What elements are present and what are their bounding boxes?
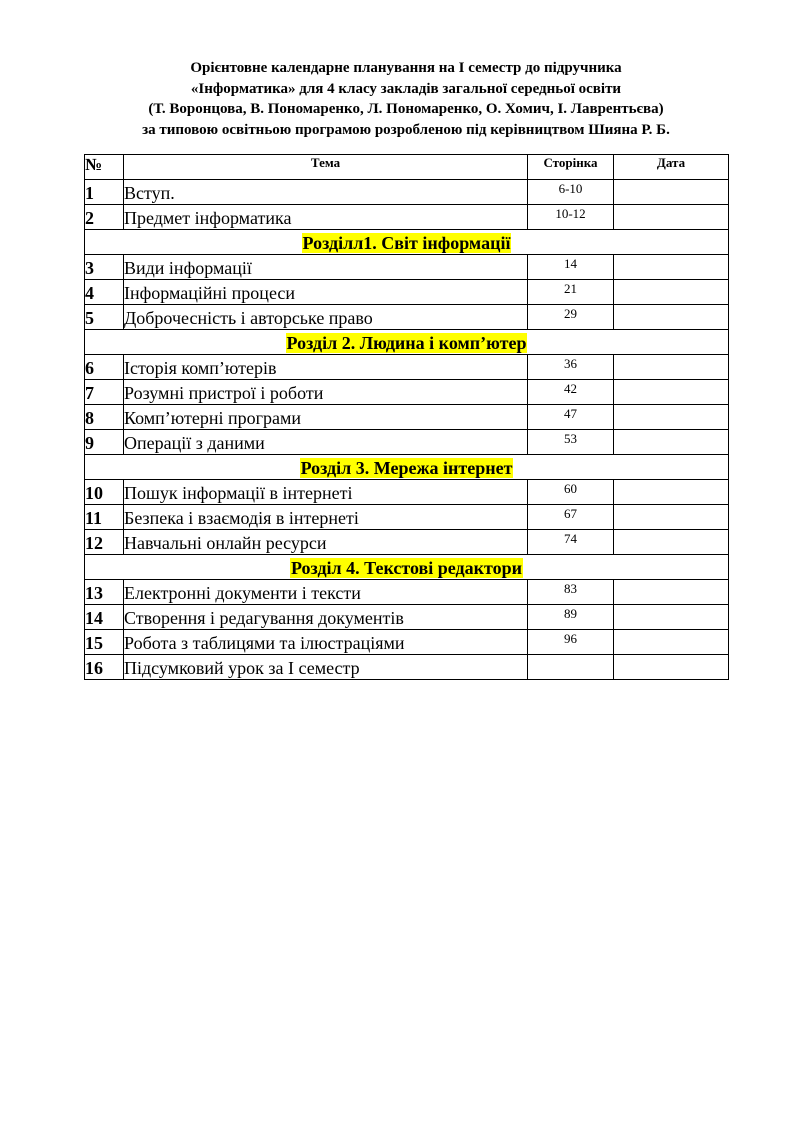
lesson-date	[614, 255, 729, 280]
lesson-page: 36	[528, 355, 614, 380]
lesson-page: 67	[528, 505, 614, 530]
lesson-date	[614, 430, 729, 455]
lesson-page: 10-12	[528, 205, 614, 230]
lesson-topic: Безпека і взаємодія в інтернеті	[124, 505, 528, 530]
lesson-row	[85, 630, 729, 655]
lesson-number: 5	[85, 305, 124, 330]
lesson-topic: Вступ.	[124, 180, 528, 205]
title-line-4: за типовою освітньою програмою розробленою під керівництвом Шияна Р. Б.	[142, 121, 670, 138]
lesson-row	[85, 255, 729, 280]
lesson-row	[85, 605, 729, 630]
lesson-row	[85, 205, 729, 230]
lesson-page: 42	[528, 380, 614, 405]
lesson-row	[85, 355, 729, 380]
lesson-topic: Робота з таблицями та ілюстраціями	[124, 630, 528, 655]
lesson-topic: Підсумковий урок за І семестр	[124, 655, 528, 680]
title-line-1: Орієнтовне календарне планування на І семестр до підручника	[190, 60, 622, 76]
lesson-page: 74	[528, 530, 614, 555]
lesson-page: 60	[528, 480, 614, 505]
lesson-date	[614, 655, 729, 680]
lesson-topic: Історія комп’ютерів	[124, 355, 528, 380]
lesson-date	[614, 530, 729, 555]
lesson-page: 53	[528, 430, 614, 455]
lesson-row	[85, 580, 729, 605]
lesson-page: 6-10	[528, 180, 614, 205]
lesson-row	[85, 180, 729, 205]
lesson-date	[614, 280, 729, 305]
section-row	[85, 330, 729, 355]
column-header-topic: Тема	[124, 155, 528, 180]
lesson-page: 83	[528, 580, 614, 605]
section-row	[85, 230, 729, 255]
lesson-topic: Доброчесність і авторське право	[124, 305, 528, 330]
lesson-date	[614, 505, 729, 530]
lesson-number: 16	[85, 655, 124, 680]
section-title: Розділ 4. Текстові редактори	[291, 558, 522, 578]
section-row	[85, 555, 729, 580]
lesson-number: 2	[85, 205, 124, 230]
lesson-topic: Створення і редагування документів	[124, 605, 528, 630]
section-title: Розділ 2. Людина і комп’ютер	[286, 333, 527, 353]
lesson-topic: Навчальні онлайн ресурси	[124, 530, 528, 555]
lesson-row	[85, 655, 729, 680]
lesson-number: 4	[85, 280, 124, 305]
lesson-page: 14	[528, 255, 614, 280]
section-row	[85, 455, 729, 480]
title-line-2: «Інформатика» для 4 класу закладів загальної середньої освіти	[190, 80, 622, 97]
lesson-number: 1	[85, 180, 124, 205]
lesson-date	[614, 580, 729, 605]
lesson-number: 15	[85, 630, 124, 655]
column-header-date: Дата	[614, 155, 729, 180]
lesson-topic: Комп’ютерні програми	[124, 405, 528, 430]
lesson-number: 14	[85, 605, 124, 630]
lesson-date	[614, 355, 729, 380]
lesson-row	[85, 505, 729, 530]
document-title	[84, 58, 728, 140]
lesson-topic: Операції з даними	[124, 430, 528, 455]
lesson-number: 10	[85, 480, 124, 505]
lesson-date	[614, 405, 729, 430]
lesson-date	[614, 180, 729, 205]
lesson-date	[614, 630, 729, 655]
title-line-3: (Т. Воронцова, В. Пономаренко, Л. Пономаренко, О. Хомич, І. Лаврентьєва)	[148, 101, 664, 117]
lesson-topic: Розумні пристрої і роботи	[124, 380, 528, 405]
lesson-number: 3	[85, 255, 124, 280]
table-header-row	[85, 155, 729, 180]
lesson-topic: Види інформації	[124, 255, 528, 280]
lesson-topic: Інформаційні процеси	[124, 280, 528, 305]
lesson-row	[85, 530, 729, 555]
lesson-page: 47	[528, 405, 614, 430]
lesson-date	[614, 305, 729, 330]
lesson-page	[528, 655, 614, 680]
lesson-date	[614, 605, 729, 630]
table-body	[85, 180, 729, 680]
column-header-page: Сторінка	[528, 155, 614, 180]
lesson-page: 21	[528, 280, 614, 305]
lesson-row	[85, 380, 729, 405]
lesson-row	[85, 280, 729, 305]
lesson-number: 9	[85, 430, 124, 455]
lesson-row	[85, 305, 729, 330]
section-cell	[85, 230, 729, 255]
lesson-row	[85, 430, 729, 455]
planning-table	[84, 154, 729, 680]
lesson-number: 11	[85, 505, 124, 530]
lesson-row	[85, 405, 729, 430]
lesson-number: 8	[85, 405, 124, 430]
section-cell	[85, 455, 729, 480]
lesson-number: 12	[85, 530, 124, 555]
section-title: Розділ 3. Мережа інтернет	[300, 458, 513, 478]
lesson-page: 29	[528, 305, 614, 330]
column-header-number: №	[85, 155, 124, 180]
lesson-page: 89	[528, 605, 614, 630]
lesson-topic: Електронні документи і тексти	[124, 580, 528, 605]
section-cell	[85, 555, 729, 580]
lesson-row	[85, 480, 729, 505]
lesson-topic: Пошук інформації в інтернеті	[124, 480, 528, 505]
section-title: Розділл1. Світ інформації	[302, 233, 511, 253]
lesson-page: 96	[528, 630, 614, 655]
lesson-date	[614, 380, 729, 405]
lesson-date	[614, 480, 729, 505]
lesson-number: 13	[85, 580, 124, 605]
lesson-topic: Предмет інформатика	[124, 205, 528, 230]
lesson-date	[614, 205, 729, 230]
lesson-number: 6	[85, 355, 124, 380]
lesson-number: 7	[85, 380, 124, 405]
section-cell	[85, 330, 729, 355]
